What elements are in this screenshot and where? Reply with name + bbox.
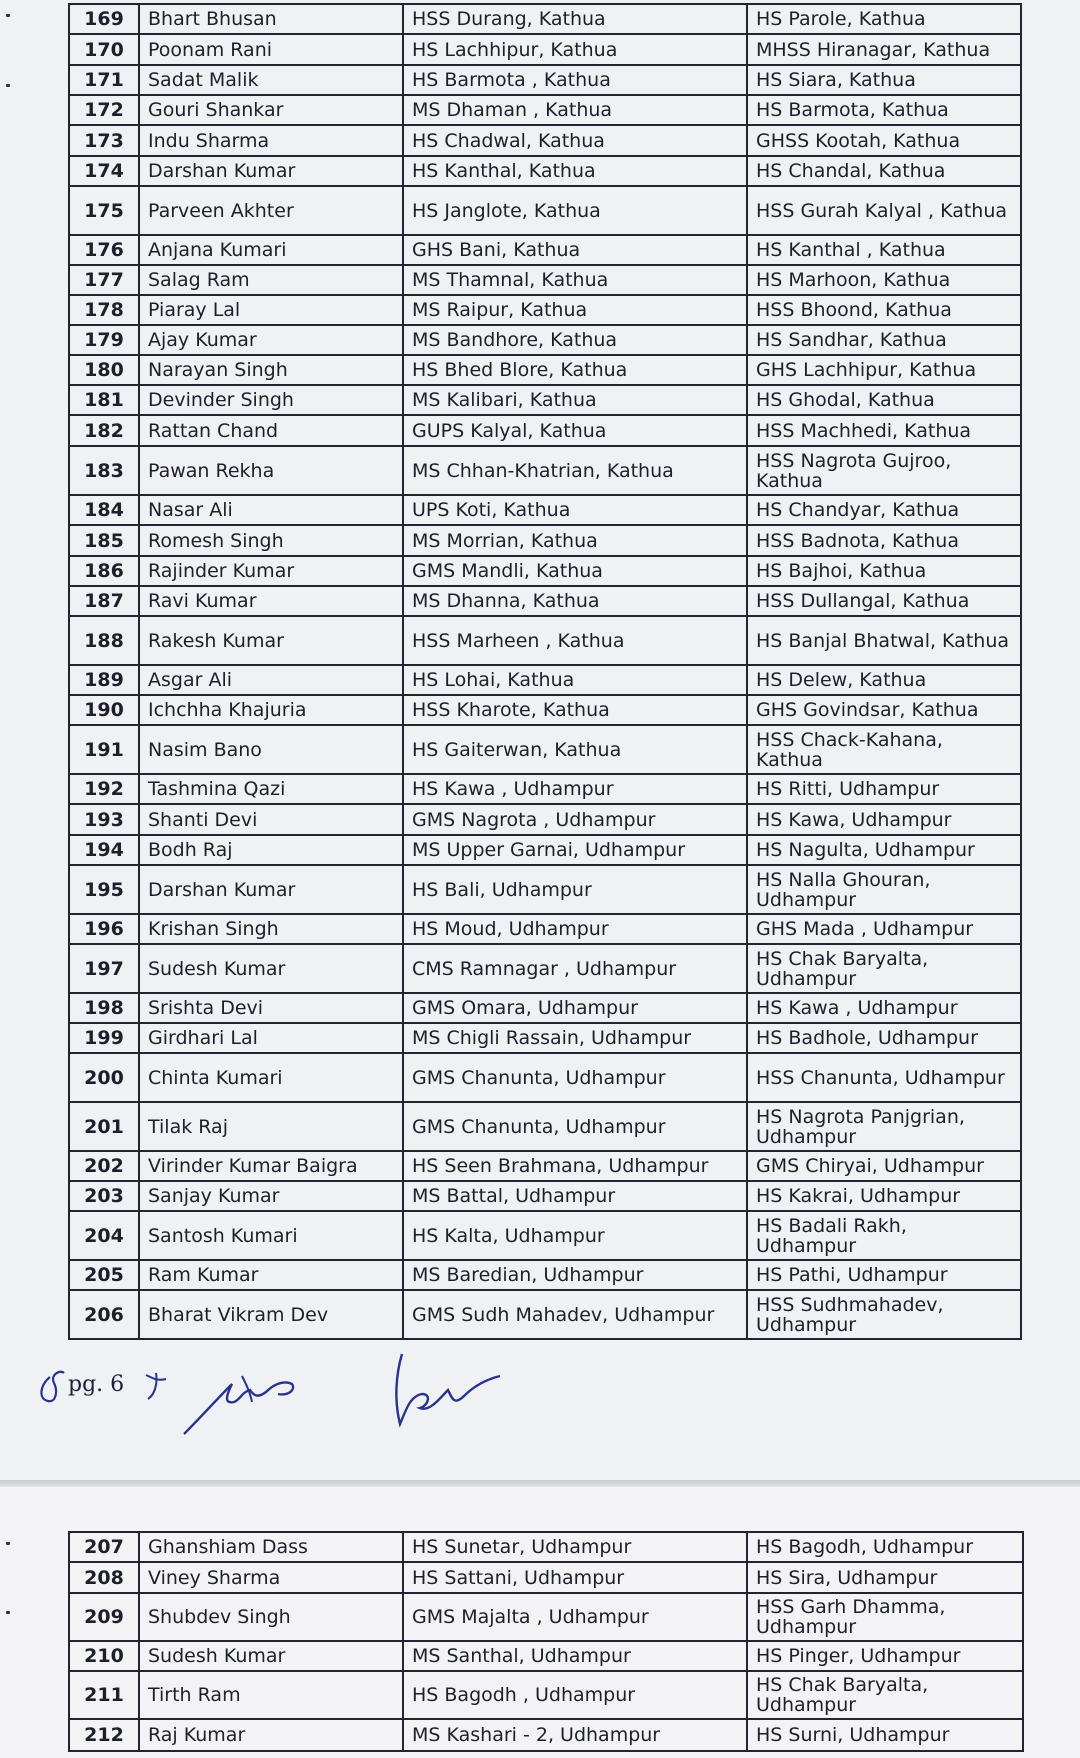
- new-posting: MHSS Hiranagar, Kathua: [747, 34, 1021, 65]
- employee-name: Tirth Ram: [139, 1671, 403, 1719]
- present-posting: HS Janglote, Kathua: [403, 186, 747, 235]
- margin-mark: [6, 1542, 10, 1545]
- present-posting: MS Upper Garnai, Udhampur: [403, 835, 747, 865]
- new-posting: HS Siara, Kathua: [747, 65, 1021, 95]
- present-posting: HS Lohai, Kathua: [403, 665, 747, 695]
- serial-number: 170: [69, 34, 139, 65]
- serial-number: 212: [69, 1719, 139, 1751]
- present-posting: HSS Kharote, Kathua: [403, 695, 747, 725]
- present-posting: GMS Chanunta, Udhampur: [403, 1102, 747, 1151]
- margin-mark: [6, 84, 10, 87]
- new-posting: HSS Chanunta, Udhampur: [747, 1053, 1021, 1102]
- present-posting: HS Bali, Udhampur: [403, 865, 747, 914]
- new-posting: HS Banjal Bhatwal, Kathua: [747, 616, 1021, 665]
- employee-name: Ichchha Khajuria: [139, 695, 403, 725]
- new-posting: HS Sira, Udhampur: [747, 1562, 1023, 1593]
- serial-number: 183: [69, 446, 139, 495]
- table-row: [69, 1102, 1021, 1151]
- present-posting: MS Battal, Udhampur: [403, 1181, 747, 1211]
- table-row: [69, 415, 1021, 446]
- employee-name: Krishan Singh: [139, 914, 403, 944]
- table-row: [69, 1023, 1021, 1053]
- employee-name: Anjana Kumari: [139, 235, 403, 265]
- new-posting: HS Surni, Udhampur: [747, 1719, 1023, 1751]
- table-row: [69, 385, 1021, 415]
- employee-name: Viney Sharma: [139, 1562, 403, 1593]
- employee-name: Sudesh Kumar: [139, 944, 403, 993]
- serial-number: 200: [69, 1053, 139, 1102]
- table-row: [69, 265, 1021, 295]
- present-posting: MS Dhaman , Kathua: [403, 95, 747, 125]
- table-row: [69, 725, 1021, 774]
- serial-number: 185: [69, 525, 139, 556]
- new-posting: HSS Machhedi, Kathua: [747, 415, 1021, 446]
- table-row: [69, 525, 1021, 556]
- new-posting: HS Chandyar, Kathua: [747, 495, 1021, 525]
- table-row: [69, 1151, 1021, 1181]
- employee-name: Girdhari Lal: [139, 1023, 403, 1053]
- table-row: [69, 1211, 1021, 1260]
- new-posting: HS Sandhar, Kathua: [747, 325, 1021, 355]
- new-posting: HSS Gurah Kalyal , Kathua: [747, 186, 1021, 235]
- table-row: [69, 34, 1021, 65]
- serial-number: 197: [69, 944, 139, 993]
- table-row: [69, 665, 1021, 695]
- serial-number: 206: [69, 1290, 139, 1339]
- present-posting: HS Chadwal, Kathua: [403, 125, 747, 156]
- present-posting: HS Kanthal, Kathua: [403, 156, 747, 186]
- employee-name: Parveen Akhter: [139, 186, 403, 235]
- employee-name: Shubdev Singh: [139, 1593, 403, 1641]
- signature: [388, 1350, 508, 1430]
- employee-name: Santosh Kumari: [139, 1211, 403, 1260]
- table-row: [69, 1719, 1023, 1751]
- serial-number: 210: [69, 1641, 139, 1671]
- signature-mark: [36, 1355, 186, 1415]
- serial-number: 174: [69, 156, 139, 186]
- present-posting: HS Kawa , Udhampur: [403, 774, 747, 804]
- table-row: [69, 65, 1021, 95]
- new-posting: GHS Govindsar, Kathua: [747, 695, 1021, 725]
- present-posting: HS Sunetar, Udhampur: [403, 1532, 747, 1562]
- employee-name: Darshan Kumar: [139, 156, 403, 186]
- present-posting: UPS Koti, Kathua: [403, 495, 747, 525]
- present-posting: HS Moud, Udhampur: [403, 914, 747, 944]
- new-posting: HS Chandal, Kathua: [747, 156, 1021, 186]
- present-posting: HS Lachhipur, Kathua: [403, 34, 747, 65]
- employee-name: Rajinder Kumar: [139, 556, 403, 586]
- table-row: [69, 1532, 1023, 1562]
- table-row: [69, 1181, 1021, 1211]
- employee-name: Bharat Vikram Dev: [139, 1290, 403, 1339]
- employee-name: Ajay Kumar: [139, 325, 403, 355]
- table-row: [69, 446, 1021, 495]
- present-posting: HS Bhed Blore, Kathua: [403, 355, 747, 385]
- new-posting: HSS Garh Dhamma, Udhampur: [747, 1593, 1023, 1641]
- employee-name: Ram Kumar: [139, 1260, 403, 1290]
- present-posting: GMS Mandli, Kathua: [403, 556, 747, 586]
- employee-name: Bhart Bhusan: [139, 4, 403, 34]
- present-posting: MS Thamnal, Kathua: [403, 265, 747, 295]
- new-posting: HSS Dullangal, Kathua: [747, 586, 1021, 616]
- serial-number: 198: [69, 993, 139, 1023]
- serial-number: 190: [69, 695, 139, 725]
- present-posting: MS Santhal, Udhampur: [403, 1641, 747, 1671]
- employee-name: Indu Sharma: [139, 125, 403, 156]
- present-posting: GMS Majalta , Udhampur: [403, 1593, 747, 1641]
- serial-number: 178: [69, 295, 139, 325]
- table-row: [69, 1641, 1023, 1671]
- table-row: [69, 586, 1021, 616]
- table-row: [69, 1290, 1021, 1339]
- employee-name: Narayan Singh: [139, 355, 403, 385]
- present-posting: MS Morrian, Kathua: [403, 525, 747, 556]
- employee-name: Sadat Malik: [139, 65, 403, 95]
- table-row: [69, 804, 1021, 835]
- serial-number: 205: [69, 1260, 139, 1290]
- table-row: [69, 695, 1021, 725]
- employee-name: Virinder Kumar Baigra: [139, 1151, 403, 1181]
- employee-name: Shanti Devi: [139, 804, 403, 835]
- serial-number: 207: [69, 1532, 139, 1562]
- serial-number: 179: [69, 325, 139, 355]
- table-row: [69, 1671, 1023, 1719]
- table-row: [69, 295, 1021, 325]
- present-posting: MS Chhan-Khatrian, Kathua: [403, 446, 747, 495]
- table-row: [69, 914, 1021, 944]
- serial-number: 176: [69, 235, 139, 265]
- employee-name: Nasar Ali: [139, 495, 403, 525]
- present-posting: HS Barmota , Kathua: [403, 65, 747, 95]
- present-posting: HS Gaiterwan, Kathua: [403, 725, 747, 774]
- present-posting: GMS Chanunta, Udhampur: [403, 1053, 747, 1102]
- serial-number: 175: [69, 186, 139, 235]
- table-row: [69, 495, 1021, 525]
- employee-name: Chinta Kumari: [139, 1053, 403, 1102]
- serial-number: 191: [69, 725, 139, 774]
- new-posting: HSS Sudhmahadev, Udhampur: [747, 1290, 1021, 1339]
- table-row: [69, 186, 1021, 235]
- page-number: pg. 6: [68, 1372, 125, 1397]
- serial-number: 172: [69, 95, 139, 125]
- new-posting: HS Barmota, Kathua: [747, 95, 1021, 125]
- table-row: [69, 1260, 1021, 1290]
- present-posting: HS Kalta, Udhampur: [403, 1211, 747, 1260]
- serial-number: 204: [69, 1211, 139, 1260]
- present-posting: MS Bandhore, Kathua: [403, 325, 747, 355]
- new-posting: HS Chak Baryalta, Udhampur: [747, 1671, 1023, 1719]
- new-posting: HS Bajhoi, Kathua: [747, 556, 1021, 586]
- new-posting: HS Delew, Kathua: [747, 665, 1021, 695]
- present-posting: HS Seen Brahmana, Udhampur: [403, 1151, 747, 1181]
- present-posting: MS Kashari - 2, Udhampur: [403, 1719, 747, 1751]
- table-row: [69, 325, 1021, 355]
- present-posting: HS Bagodh , Udhampur: [403, 1671, 747, 1719]
- new-posting: GHS Mada , Udhampur: [747, 914, 1021, 944]
- new-posting: HS Kawa, Udhampur: [747, 804, 1021, 835]
- employee-name: Srishta Devi: [139, 993, 403, 1023]
- serial-number: 177: [69, 265, 139, 295]
- employee-name: Nasim Bano: [139, 725, 403, 774]
- serial-number: 211: [69, 1671, 139, 1719]
- table-row: [69, 774, 1021, 804]
- present-posting: MS Raipur, Kathua: [403, 295, 747, 325]
- new-posting: HS Kakrai, Udhampur: [747, 1181, 1021, 1211]
- serial-number: 201: [69, 1102, 139, 1151]
- table-row: [69, 1593, 1023, 1641]
- present-posting: GMS Nagrota , Udhampur: [403, 804, 747, 835]
- serial-number: 202: [69, 1151, 139, 1181]
- table-row: [69, 616, 1021, 665]
- present-posting: GHS Bani, Kathua: [403, 235, 747, 265]
- serial-number: 186: [69, 556, 139, 586]
- serial-number: 194: [69, 835, 139, 865]
- serial-number: 171: [69, 65, 139, 95]
- new-posting: HS Chak Baryalta, Udhampur: [747, 944, 1021, 993]
- table-row: [69, 156, 1021, 186]
- present-posting: GMS Sudh Mahadev, Udhampur: [403, 1290, 747, 1339]
- present-posting: MS Kalibari, Kathua: [403, 385, 747, 415]
- present-posting: MS Dhanna, Kathua: [403, 586, 747, 616]
- employee-name: Tashmina Qazi: [139, 774, 403, 804]
- present-posting: CMS Ramnagar , Udhampur: [403, 944, 747, 993]
- new-posting: HS Badhole, Udhampur: [747, 1023, 1021, 1053]
- employee-name: Ravi Kumar: [139, 586, 403, 616]
- present-posting: GUPS Kalyal, Kathua: [403, 415, 747, 446]
- serial-number: 192: [69, 774, 139, 804]
- serial-number: 188: [69, 616, 139, 665]
- table-row: [69, 835, 1021, 865]
- page-separator: [0, 1480, 1080, 1487]
- employee-name: Bodh Raj: [139, 835, 403, 865]
- transfer-table: [68, 3, 1022, 1340]
- serial-number: 187: [69, 586, 139, 616]
- table-row: [69, 95, 1021, 125]
- new-posting: HS Nalla Ghouran, Udhampur: [747, 865, 1021, 914]
- employee-name: Tilak Raj: [139, 1102, 403, 1151]
- table-row: [69, 355, 1021, 385]
- new-posting: GMS Chiryai, Udhampur: [747, 1151, 1021, 1181]
- present-posting: MS Baredian, Udhampur: [403, 1260, 747, 1290]
- new-posting: GHS Lachhipur, Kathua: [747, 355, 1021, 385]
- new-posting: HSS Nagrota Gujroo, Kathua: [747, 446, 1021, 495]
- employee-name: Salag Ram: [139, 265, 403, 295]
- table-row: [69, 865, 1021, 914]
- serial-number: 180: [69, 355, 139, 385]
- employee-name: Devinder Singh: [139, 385, 403, 415]
- margin-mark: [6, 14, 10, 17]
- employee-name: Raj Kumar: [139, 1719, 403, 1751]
- employee-name: Ghanshiam Dass: [139, 1532, 403, 1562]
- employee-name: Piaray Lal: [139, 295, 403, 325]
- new-posting: HS Nagrota Panjgrian, Udhampur: [747, 1102, 1021, 1151]
- serial-number: 209: [69, 1593, 139, 1641]
- serial-number: 208: [69, 1562, 139, 1593]
- serial-number: 195: [69, 865, 139, 914]
- table-row: [69, 4, 1021, 34]
- new-posting: HS Badali Rakh, Udhampur: [747, 1211, 1021, 1260]
- present-posting: HSS Marheen , Kathua: [403, 616, 747, 665]
- margin-mark: [6, 1611, 10, 1614]
- new-posting: HSS Badnota, Kathua: [747, 525, 1021, 556]
- employee-name: Rattan Chand: [139, 415, 403, 446]
- table-row: [69, 1562, 1023, 1593]
- new-posting: HS Bagodh, Udhampur: [747, 1532, 1023, 1562]
- table-row: [69, 1053, 1021, 1102]
- serial-number: 169: [69, 4, 139, 34]
- employee-name: Asgar Ali: [139, 665, 403, 695]
- employee-name: Sanjay Kumar: [139, 1181, 403, 1211]
- new-posting: HS Kawa , Udhampur: [747, 993, 1021, 1023]
- table-row: [69, 993, 1021, 1023]
- present-posting: HS Sattani, Udhampur: [403, 1562, 747, 1593]
- serial-number: 196: [69, 914, 139, 944]
- new-posting: HSS Bhoond, Kathua: [747, 295, 1021, 325]
- new-posting: HS Pathi, Udhampur: [747, 1260, 1021, 1290]
- serial-number: 184: [69, 495, 139, 525]
- serial-number: 173: [69, 125, 139, 156]
- new-posting: HS Kanthal , Kathua: [747, 235, 1021, 265]
- new-posting: HS Parole, Kathua: [747, 4, 1021, 34]
- serial-number: 199: [69, 1023, 139, 1053]
- present-posting: HSS Durang, Kathua: [403, 4, 747, 34]
- table-row: [69, 235, 1021, 265]
- serial-number: 203: [69, 1181, 139, 1211]
- employee-name: Darshan Kumar: [139, 865, 403, 914]
- new-posting: HSS Chack-Kahana, Kathua: [747, 725, 1021, 774]
- table-row: [69, 944, 1021, 993]
- table-row: [69, 125, 1021, 156]
- employee-name: Pawan Rekha: [139, 446, 403, 495]
- new-posting: HS Pinger, Udhampur: [747, 1641, 1023, 1671]
- new-posting: HS Marhoon, Kathua: [747, 265, 1021, 295]
- employee-name: Poonam Rani: [139, 34, 403, 65]
- transfer-table: [68, 1531, 1024, 1752]
- serial-number: 193: [69, 804, 139, 835]
- new-posting: HS Nagulta, Udhampur: [747, 835, 1021, 865]
- employee-name: Sudesh Kumar: [139, 1641, 403, 1671]
- new-posting: HS Ghodal, Kathua: [747, 385, 1021, 415]
- employee-name: Rakesh Kumar: [139, 616, 403, 665]
- serial-number: 189: [69, 665, 139, 695]
- new-posting: GHSS Kootah, Kathua: [747, 125, 1021, 156]
- employee-name: Gouri Shankar: [139, 95, 403, 125]
- serial-number: 181: [69, 385, 139, 415]
- employee-name: Romesh Singh: [139, 525, 403, 556]
- present-posting: GMS Omara, Udhampur: [403, 993, 747, 1023]
- new-posting: HS Ritti, Udhampur: [747, 774, 1021, 804]
- table-row: [69, 556, 1021, 586]
- present-posting: MS Chigli Rassain, Udhampur: [403, 1023, 747, 1053]
- signature: [180, 1362, 310, 1440]
- serial-number: 182: [69, 415, 139, 446]
